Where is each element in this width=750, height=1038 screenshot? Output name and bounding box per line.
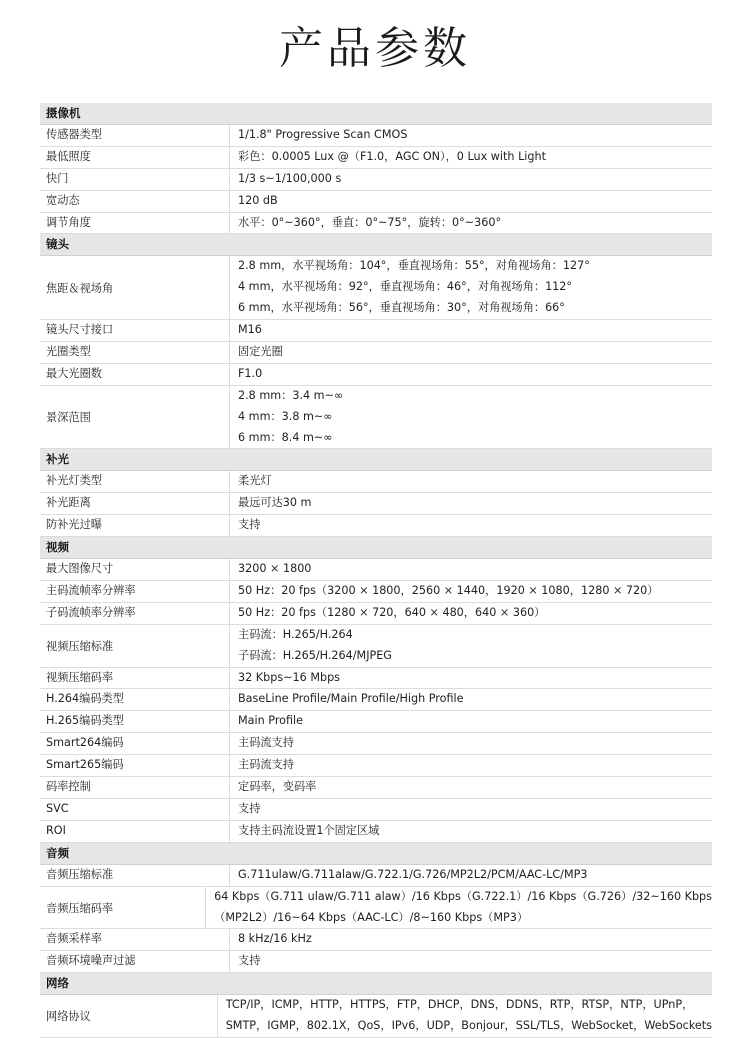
page-title: 产品参数 <box>279 23 471 74</box>
spec-row <box>40 711 712 733</box>
spec-value-line: G.711ulaw/G.711alaw/G.722.1/G.726/MP2L2/PCM/AAC-LC/MP3 <box>238 867 588 881</box>
section-header: 音频 <box>40 843 712 865</box>
spec-value <box>230 169 712 190</box>
spec-value-line: 定码率，变码率 <box>238 780 317 794</box>
spec-value <box>230 799 712 820</box>
spec-value-line: SMTP，IGMP，802.1X，QoS，IPv6，UDP，Bonjour，SSL/TLS，WebSocket，WebSockets <box>225 1019 712 1033</box>
spec-row <box>40 799 712 821</box>
spec-value <box>218 995 712 1037</box>
spec-row <box>40 493 712 515</box>
spec-label: 最大光圈数 <box>40 364 230 385</box>
spec-value-line: 32 Kbps~16 Mbps <box>238 670 341 684</box>
spec-value <box>230 320 712 341</box>
spec-value-line: 支持 <box>238 801 261 815</box>
section-header: 摄像机 <box>40 103 712 125</box>
spec-label: 最低照度 <box>40 147 230 168</box>
spec-row <box>40 865 712 887</box>
spec-value <box>230 471 712 492</box>
spec-row <box>40 515 712 537</box>
spec-label: 码率控制 <box>40 777 230 798</box>
spec-label: 视频压缩码率 <box>40 668 230 689</box>
spec-value-line: 120 dB <box>238 193 278 207</box>
spec-value-line: 子码流：H.265/H.264/MJPEG <box>238 648 392 662</box>
spec-value-line: 50 Hz：20 fps（1280 × 720，640 × 480，640 × 360） <box>238 605 546 619</box>
spec-value-line: F1.0 <box>238 366 263 380</box>
spec-value <box>230 603 712 624</box>
spec-value-line: 主码流：H.265/H.264 <box>238 627 353 641</box>
spec-value <box>230 929 712 950</box>
spec-label: H.265编码类型 <box>40 711 230 732</box>
spec-label: 光圈类型 <box>40 342 230 363</box>
spec-row <box>40 320 712 342</box>
spec-value-line: 主码流支持 <box>238 758 294 772</box>
spec-value-line: 支持 <box>238 954 261 968</box>
spec-label: Smart264编码 <box>40 733 230 754</box>
spec-value <box>206 887 712 929</box>
spec-label: 音频采样率 <box>40 929 230 950</box>
spec-value <box>230 733 712 754</box>
spec-value <box>230 559 712 580</box>
section-header: 网络 <box>40 973 712 995</box>
spec-row <box>40 191 712 213</box>
spec-label: 最大图像尺寸 <box>40 559 230 580</box>
section-header: 镜头 <box>40 234 712 256</box>
spec-row <box>40 471 712 493</box>
spec-row <box>40 364 712 386</box>
section-header: 补光 <box>40 449 712 471</box>
spec-value-line: 2.8 mm：3.4 m~∞ <box>238 388 344 402</box>
spec-value-line: 柔光灯 <box>238 474 272 488</box>
spec-label: 宽动态 <box>40 191 230 212</box>
spec-value <box>230 581 712 602</box>
spec-value <box>230 625 712 667</box>
spec-value-line: 彩色：0.0005 Lux @（F1.0，AGC ON），0 Lux with Light <box>238 149 546 163</box>
spec-row <box>40 668 712 690</box>
spec-row <box>40 733 712 755</box>
spec-label: 传感器类型 <box>40 125 230 146</box>
spec-label: 补光距离 <box>40 493 230 514</box>
spec-label: 视频压缩标准 <box>40 625 230 667</box>
spec-row <box>40 951 712 973</box>
spec-row <box>40 887 712 930</box>
spec-value <box>230 386 712 449</box>
spec-value-line: 主码流支持 <box>238 736 294 750</box>
spec-value <box>230 951 712 972</box>
spec-value <box>230 668 712 689</box>
spec-label: 焦距＆视场角 <box>40 256 230 319</box>
spec-value <box>230 213 712 234</box>
spec-row <box>40 603 712 625</box>
spec-value <box>230 755 712 776</box>
spec-value-line: 50 Hz：20 fps（3200 × 1800，2560 × 1440，1920 × 1080，1280 × 720） <box>238 584 659 598</box>
spec-value-line: 4 mm，水平视场角：92°，垂直视场角：46°，对角视场角：112° <box>238 280 573 294</box>
spec-row <box>40 777 712 799</box>
spec-value <box>230 364 712 385</box>
spec-row <box>40 929 712 951</box>
spec-label: 防补光过曝 <box>40 515 230 536</box>
spec-label: 主码流帧率分辨率 <box>40 581 230 602</box>
spec-value <box>230 777 712 798</box>
spec-label: 网络协议 <box>40 995 218 1037</box>
section-header: 视频 <box>40 537 712 559</box>
spec-value <box>230 711 712 732</box>
spec-row <box>40 559 712 581</box>
spec-value-line: 支持 <box>238 518 261 532</box>
spec-row <box>40 581 712 603</box>
spec-value <box>230 256 712 319</box>
spec-value <box>230 147 712 168</box>
spec-row <box>40 821 712 843</box>
spec-row <box>40 147 712 169</box>
spec-value-line: 1/1.8" Progressive Scan CMOS <box>238 128 408 141</box>
spec-label: SVC <box>40 799 230 820</box>
spec-value-line: 4 mm：3.8 m~∞ <box>238 409 333 423</box>
spec-value-line: 水平：0°~360°，垂直：0°~75°，旋转：0°~360° <box>238 215 502 229</box>
spec-value-line: （MP2L2）/16~64 Kbps（AAC-LC）/8~160 Kbps（MP3） <box>214 910 529 924</box>
spec-value-line: 8 kHz/16 kHz <box>238 932 312 946</box>
spec-value-line: 支持主码流设置1个固定区域 <box>238 823 380 837</box>
spec-label: 音频压缩码率 <box>40 887 206 929</box>
spec-label: 景深范围 <box>40 386 230 449</box>
spec-row <box>40 995 712 1038</box>
spec-value <box>230 515 712 536</box>
spec-value <box>230 865 712 886</box>
spec-label: H.264编码类型 <box>40 689 230 710</box>
spec-row <box>40 256 712 320</box>
spec-value-line: 3200 × 1800 <box>238 562 312 576</box>
spec-value-line: 2.8 mm，水平视场角：104°，垂直视场角：55°，对角视场角：127° <box>238 259 590 273</box>
spec-value <box>230 125 712 146</box>
spec-value-line: 1/3 s~1/100,000 s <box>238 171 342 185</box>
spec-label: 调节角度 <box>40 213 230 234</box>
spec-value-line: Main Profile <box>238 714 304 728</box>
spec-value-line: 64 Kbps（G.711 ulaw/G.711 alaw）/16 Kbps（G.722.1）/16 Kbps（G.726）/32~160 Kbps <box>214 889 712 903</box>
spec-row <box>40 342 712 364</box>
spec-value-line: BaseLine Profile/Main Profile/High Profile <box>238 692 464 706</box>
spec-value <box>230 342 712 363</box>
spec-value-line: TCP/IP，ICMP，HTTP，HTTPS，FTP，DHCP，DNS，DDNS，RTP，RTSP，NTP，UPnP， <box>225 998 694 1012</box>
spec-row <box>40 213 712 235</box>
spec-label: 快门 <box>40 169 230 190</box>
spec-value-line: 6 mm：8.4 m~∞ <box>238 430 333 444</box>
spec-value-line: 最远可达30 m <box>238 496 312 510</box>
spec-label: 补光灯类型 <box>40 471 230 492</box>
spec-row <box>40 625 712 668</box>
spec-value-line: M16 <box>238 323 262 337</box>
spec-label: ROI <box>40 821 230 842</box>
spec-value <box>230 493 712 514</box>
spec-row <box>40 169 712 191</box>
spec-label: 音频压缩标准 <box>40 865 230 886</box>
spec-label: 镜头尺寸接口 <box>40 320 230 341</box>
spec-value <box>230 689 712 710</box>
spec-value <box>230 821 712 842</box>
spec-label: 子码流帧率分辨率 <box>40 603 230 624</box>
spec-table <box>40 103 712 1038</box>
spec-row <box>40 689 712 711</box>
spec-row <box>40 125 712 147</box>
spec-label: Smart265编码 <box>40 755 230 776</box>
spec-row <box>40 386 712 450</box>
spec-value-line: 固定光圈 <box>238 345 283 359</box>
spec-label: 音频环境噪声过滤 <box>40 951 230 972</box>
spec-value-line: 6 mm，水平视场角：56°，垂直视场角：30°，对角视场角：66° <box>238 301 565 315</box>
spec-value <box>230 191 712 212</box>
spec-row <box>40 755 712 777</box>
